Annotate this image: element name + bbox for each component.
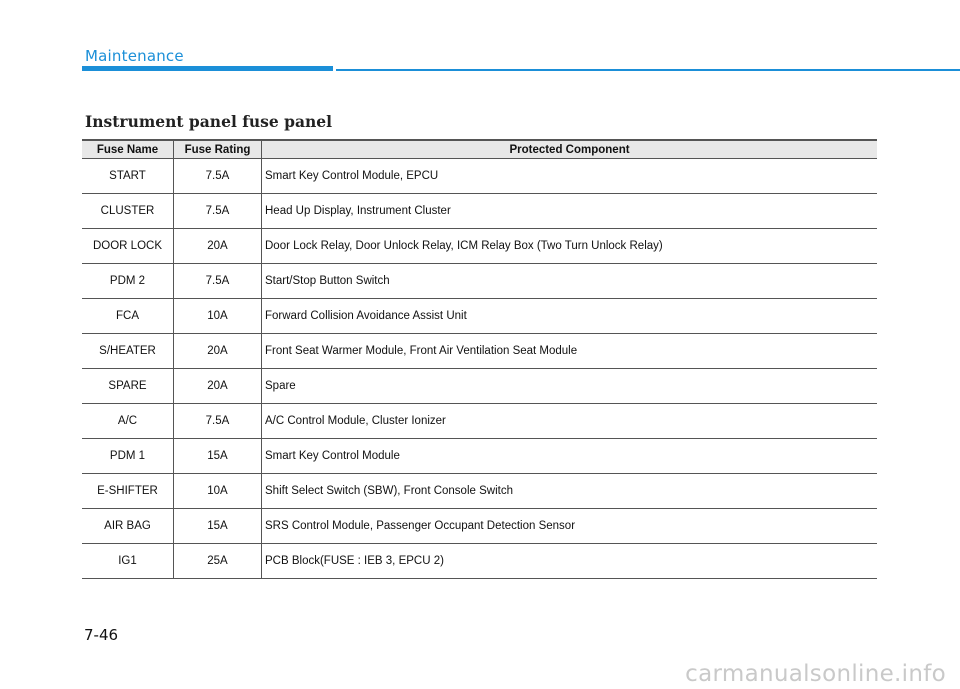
protected-component-cell: Head Up Display, Instrument Cluster — [262, 194, 878, 229]
fuse-name-cell: SPARE — [82, 369, 174, 404]
watermark: carmanualsonline.info — [685, 661, 946, 687]
fuse-name-cell: E-SHIFTER — [82, 474, 174, 509]
fuse-name-cell: START — [82, 159, 174, 194]
fuse-rating-cell: 20A — [174, 369, 262, 404]
protected-component-cell: SRS Control Module, Passenger Occupant Detection Sensor — [262, 509, 878, 544]
fuse-name-cell: PDM 1 — [82, 439, 174, 474]
table-row — [82, 474, 877, 509]
fuse-rating-cell: 7.5A — [174, 404, 262, 439]
fuse-rating-cell: 25A — [174, 544, 262, 579]
fuse-rating-cell: 20A — [174, 334, 262, 369]
table-row — [82, 229, 877, 264]
table-row — [82, 369, 877, 404]
section-label: Maintenance — [85, 47, 184, 65]
table-row — [82, 194, 877, 229]
table-row — [82, 404, 877, 439]
column-header-fuse-rating: Fuse Rating — [174, 140, 262, 159]
fuse-name-cell: IG1 — [82, 544, 174, 579]
table-row — [82, 439, 877, 474]
fuse-name-cell: PDM 2 — [82, 264, 174, 299]
fuse-name-cell: S/HEATER — [82, 334, 174, 369]
protected-component-cell: Forward Collision Avoidance Assist Unit — [262, 299, 878, 334]
protected-component-cell: Smart Key Control Module — [262, 439, 878, 474]
fuse-name-cell: A/C — [82, 404, 174, 439]
fuse-rating-cell: 7.5A — [174, 264, 262, 299]
protected-component-cell: Spare — [262, 369, 878, 404]
column-header-fuse-name: Fuse Name — [82, 140, 174, 159]
fuse-name-cell: CLUSTER — [82, 194, 174, 229]
protected-component-cell: Front Seat Warmer Module, Front Air Ventilation Seat Module — [262, 334, 878, 369]
protected-component-cell: PCB Block(FUSE : IEB 3, EPCU 2) — [262, 544, 878, 579]
fuse-name-cell: DOOR LOCK — [82, 229, 174, 264]
fuse-rating-cell: 15A — [174, 439, 262, 474]
table-row — [82, 299, 877, 334]
column-header-protected-component: Protected Component — [262, 140, 878, 159]
page-title: Instrument panel fuse panel — [85, 112, 333, 131]
table-row — [82, 159, 877, 194]
fuse-rating-cell: 15A — [174, 509, 262, 544]
table-row — [82, 264, 877, 299]
fuse-table — [82, 139, 877, 579]
fuse-name-cell: AIR BAG — [82, 509, 174, 544]
fuse-rating-cell: 10A — [174, 299, 262, 334]
protected-component-cell: Start/Stop Button Switch — [262, 264, 878, 299]
fuse-name-cell: FCA — [82, 299, 174, 334]
fuse-rating-cell: 7.5A — [174, 159, 262, 194]
table-row — [82, 509, 877, 544]
table-row — [82, 544, 877, 579]
protected-component-cell: Smart Key Control Module, EPCU — [262, 159, 878, 194]
table-row — [82, 334, 877, 369]
header-rule-thick — [82, 66, 333, 71]
protected-component-cell: A/C Control Module, Cluster Ionizer — [262, 404, 878, 439]
header-rule-thin — [336, 69, 960, 71]
protected-component-cell: Door Lock Relay, Door Unlock Relay, ICM Relay Box (Two Turn Unlock Relay) — [262, 229, 878, 264]
fuse-rating-cell: 20A — [174, 229, 262, 264]
fuse-rating-cell: 7.5A — [174, 194, 262, 229]
fuse-rating-cell: 10A — [174, 474, 262, 509]
table-header-row — [82, 140, 877, 159]
protected-component-cell: Shift Select Switch (SBW), Front Console Switch — [262, 474, 878, 509]
page-number: 7-46 — [84, 626, 119, 644]
